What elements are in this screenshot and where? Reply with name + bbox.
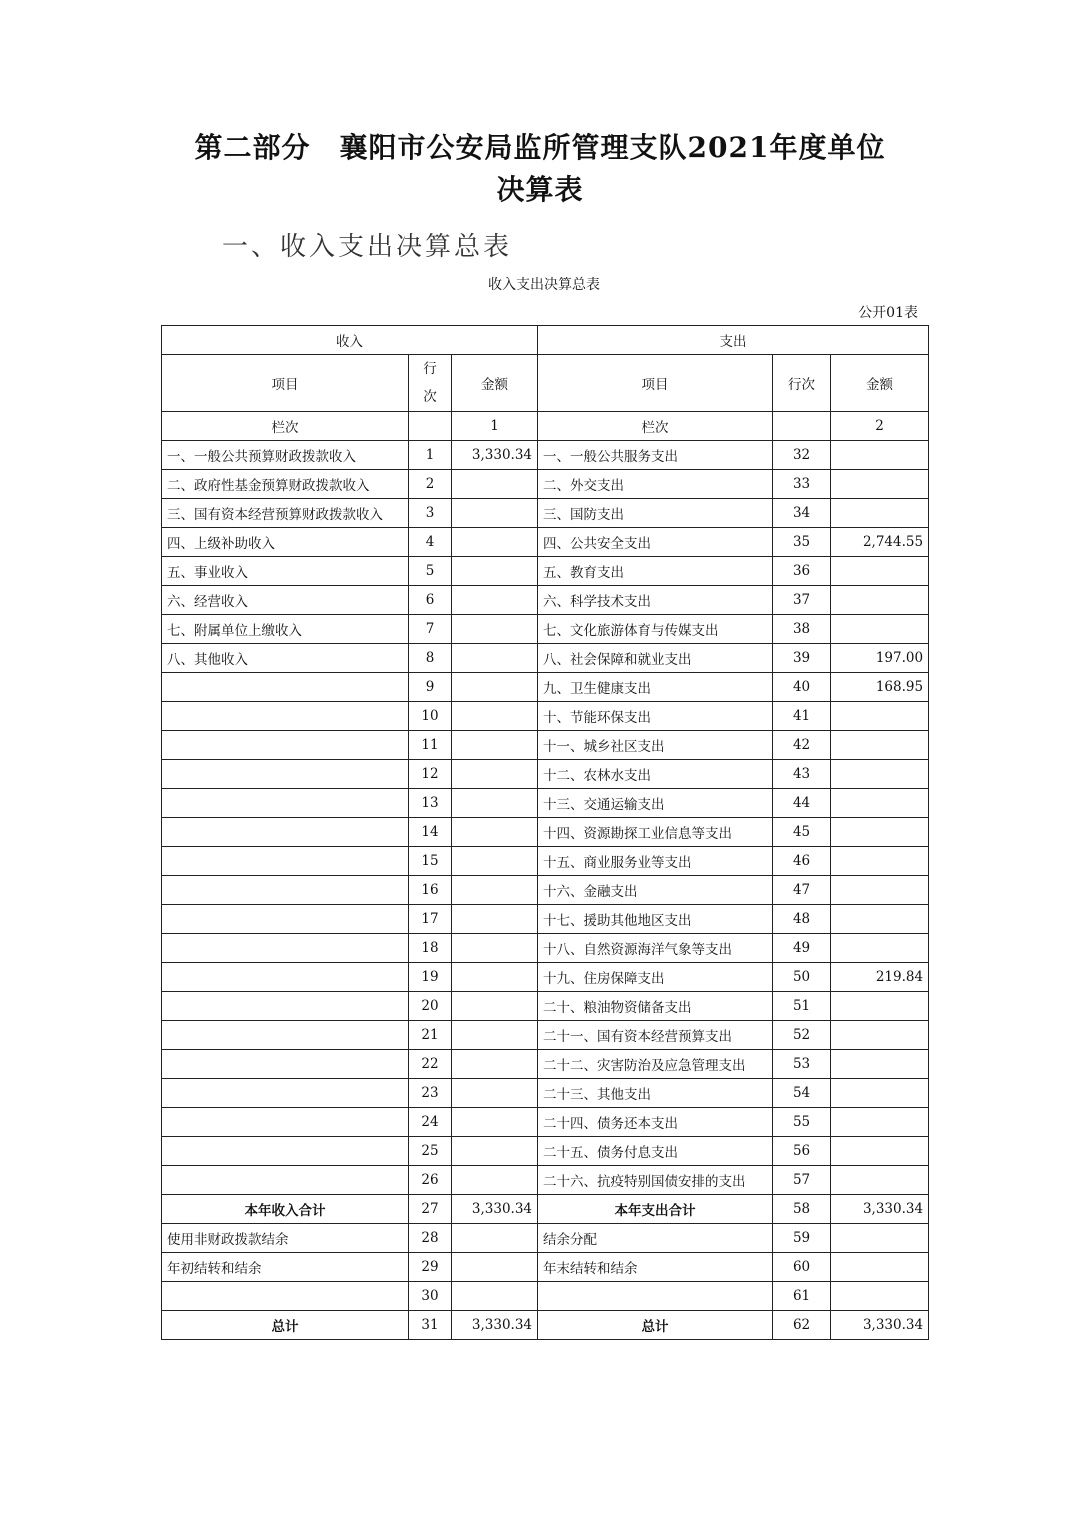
income-item-cell bbox=[162, 1282, 409, 1311]
income-line-cell: 27 bbox=[409, 1195, 452, 1224]
income-line-cell: 22 bbox=[409, 1050, 452, 1079]
table-row bbox=[162, 963, 929, 992]
section-heading: 一、收入支出决算总表 bbox=[222, 232, 513, 262]
income-amount-cell bbox=[452, 731, 538, 760]
income-item-cell bbox=[162, 731, 409, 760]
income-item-cell: 七、附属单位上缴收入 bbox=[162, 615, 409, 644]
expense-amount-cell bbox=[831, 615, 929, 644]
expense-line-cell: 47 bbox=[773, 876, 831, 905]
income-amount-cell bbox=[452, 963, 538, 992]
expense-item-cell: 二、外交支出 bbox=[538, 470, 773, 499]
expense-line-cell: 59 bbox=[773, 1224, 831, 1253]
expense-item-cell: 六、科学技术支出 bbox=[538, 586, 773, 615]
table-column-header-row bbox=[162, 355, 929, 412]
expense-item-cell: 十五、商业服务业等支出 bbox=[538, 847, 773, 876]
table-row bbox=[162, 586, 929, 615]
income-line-cell: 25 bbox=[409, 1137, 452, 1166]
table-row bbox=[162, 557, 929, 586]
expense-item-cell: 二十六、抗疫特别国债安排的支出 bbox=[538, 1166, 773, 1195]
income-amount-cell bbox=[452, 992, 538, 1021]
expense-line-cell: 49 bbox=[773, 934, 831, 963]
expense-line-cell: 40 bbox=[773, 673, 831, 702]
expense-amount-cell bbox=[831, 470, 929, 499]
expense-item-cell: 七、文化旅游体育与传媒支出 bbox=[538, 615, 773, 644]
income-item-cell bbox=[162, 818, 409, 847]
expense-item-cell: 十四、资源勘探工业信息等支出 bbox=[538, 818, 773, 847]
table-row bbox=[162, 818, 929, 847]
income-amount-column-header: 金额 bbox=[452, 355, 538, 412]
income-item-column-header: 项目 bbox=[162, 355, 409, 412]
income-amount-cell bbox=[452, 789, 538, 818]
income-line-cell: 3 bbox=[409, 499, 452, 528]
expense-line-cell: 46 bbox=[773, 847, 831, 876]
expense-amount-cell bbox=[831, 586, 929, 615]
expense-amount-cell: 2,744.55 bbox=[831, 528, 929, 557]
expense-line-cell: 56 bbox=[773, 1137, 831, 1166]
expense-item-cell: 二十三、其他支出 bbox=[538, 1079, 773, 1108]
expense-amount-cell bbox=[831, 1166, 929, 1195]
expense-line-cell: 45 bbox=[773, 818, 831, 847]
income-line-cell: 31 bbox=[409, 1311, 452, 1340]
table-row bbox=[162, 1195, 929, 1224]
table-code: 公开01表 bbox=[858, 305, 918, 321]
income-amount-cell bbox=[452, 702, 538, 731]
table-row bbox=[162, 1137, 929, 1166]
expense-item-cell: 二十、粮油物资储备支出 bbox=[538, 992, 773, 1021]
expense-amount-cell bbox=[831, 1137, 929, 1166]
table-section-header-row bbox=[162, 326, 929, 355]
expense-item-cell: 五、教育支出 bbox=[538, 557, 773, 586]
expense-amount-cell bbox=[831, 499, 929, 528]
income-line-cell: 17 bbox=[409, 905, 452, 934]
expense-item-cell: 十七、援助其他地区支出 bbox=[538, 905, 773, 934]
income-item-cell: 五、事业收入 bbox=[162, 557, 409, 586]
income-amount-cell bbox=[452, 499, 538, 528]
expense-line-cell: 61 bbox=[773, 1282, 831, 1311]
income-line-cell: 15 bbox=[409, 847, 452, 876]
income-amount-cell bbox=[452, 905, 538, 934]
expense-item-cell: 二十四、债务还本支出 bbox=[538, 1108, 773, 1137]
income-item-cell bbox=[162, 1108, 409, 1137]
income-item-cell: 三、国有资本经营预算财政拨款收入 bbox=[162, 499, 409, 528]
expense-amount-cell bbox=[831, 1253, 929, 1282]
expense-amount-cell bbox=[831, 1224, 929, 1253]
expense-item-cell: 八、社会保障和就业支出 bbox=[538, 644, 773, 673]
income-amount-cell bbox=[452, 557, 538, 586]
income-line-cell: 19 bbox=[409, 963, 452, 992]
income-line-cell: 11 bbox=[409, 731, 452, 760]
income-amount-cell: 3,330.34 bbox=[452, 441, 538, 470]
table-row bbox=[162, 934, 929, 963]
expense-amount-cell bbox=[831, 731, 929, 760]
income-line-cell: 2 bbox=[409, 470, 452, 499]
income-item-cell bbox=[162, 1079, 409, 1108]
expense-amount-cell bbox=[831, 934, 929, 963]
income-item-cell bbox=[162, 963, 409, 992]
income-line-cell: 28 bbox=[409, 1224, 452, 1253]
expense-line-cell: 33 bbox=[773, 470, 831, 499]
expense-amount-cell bbox=[831, 1079, 929, 1108]
income-line-header-part-2: 次 bbox=[423, 389, 437, 405]
income-item-cell: 一、一般公共预算财政拨款收入 bbox=[162, 441, 409, 470]
income-item-cell: 使用非财政拨款结余 bbox=[162, 1224, 409, 1253]
table-row bbox=[162, 876, 929, 905]
income-amount-cell bbox=[452, 1079, 538, 1108]
expense-line-cell: 36 bbox=[773, 557, 831, 586]
expense-item-cell: 十、节能环保支出 bbox=[538, 702, 773, 731]
income-item-cell: 本年收入合计 bbox=[162, 1195, 409, 1224]
income-line-cell: 20 bbox=[409, 992, 452, 1021]
table-row bbox=[162, 1021, 929, 1050]
expense-amount-cell bbox=[831, 1108, 929, 1137]
page-title bbox=[150, 127, 930, 211]
expense-line-cell: 55 bbox=[773, 1108, 831, 1137]
expense-index-number: 2 bbox=[831, 412, 929, 441]
income-amount-cell bbox=[452, 1108, 538, 1137]
table-row bbox=[162, 905, 929, 934]
expense-line-cell: 41 bbox=[773, 702, 831, 731]
income-line-column-header bbox=[409, 355, 452, 412]
table-row bbox=[162, 1108, 929, 1137]
table-row bbox=[162, 470, 929, 499]
income-line-cell: 21 bbox=[409, 1021, 452, 1050]
income-amount-cell bbox=[452, 673, 538, 702]
income-line-cell: 14 bbox=[409, 818, 452, 847]
expense-line-column-header: 行次 bbox=[773, 355, 831, 412]
income-amount-cell bbox=[452, 528, 538, 557]
income-item-cell: 年初结转和结余 bbox=[162, 1253, 409, 1282]
expense-amount-cell: 197.00 bbox=[831, 644, 929, 673]
page-title-line-2: 决算表 bbox=[496, 173, 584, 206]
expense-item-cell: 年末结转和结余 bbox=[538, 1253, 773, 1282]
table-row bbox=[162, 673, 929, 702]
page-title-line-1: 第二部分 襄阳市公安局监所管理支队2021年度单位 bbox=[194, 131, 886, 164]
expense-item-column-header: 项目 bbox=[538, 355, 773, 412]
table-row bbox=[162, 1224, 929, 1253]
expense-amount-cell bbox=[831, 441, 929, 470]
expense-amount-cell bbox=[831, 1021, 929, 1050]
expense-item-cell: 总计 bbox=[538, 1311, 773, 1340]
expense-amount-cell bbox=[831, 760, 929, 789]
income-item-cell bbox=[162, 1021, 409, 1050]
expense-line-cell: 34 bbox=[773, 499, 831, 528]
expense-index-line-cell bbox=[773, 412, 831, 441]
expense-item-cell: 十九、住房保障支出 bbox=[538, 963, 773, 992]
income-item-cell bbox=[162, 876, 409, 905]
income-line-cell: 26 bbox=[409, 1166, 452, 1195]
income-amount-cell bbox=[452, 615, 538, 644]
table-row bbox=[162, 615, 929, 644]
income-amount-cell: 3,330.34 bbox=[452, 1311, 538, 1340]
expense-item-cell: 十一、城乡社区支出 bbox=[538, 731, 773, 760]
expense-line-cell: 37 bbox=[773, 586, 831, 615]
table-row bbox=[162, 1050, 929, 1079]
table-row bbox=[162, 528, 929, 557]
expense-item-cell: 二十二、灾害防治及应急管理支出 bbox=[538, 1050, 773, 1079]
expense-header: 支出 bbox=[538, 326, 929, 355]
expense-item-cell: 二十一、国有资本经营预算支出 bbox=[538, 1021, 773, 1050]
expense-line-cell: 60 bbox=[773, 1253, 831, 1282]
income-item-cell bbox=[162, 760, 409, 789]
expense-line-cell: 51 bbox=[773, 992, 831, 1021]
income-amount-cell bbox=[452, 934, 538, 963]
income-item-cell bbox=[162, 934, 409, 963]
income-line-cell: 29 bbox=[409, 1253, 452, 1282]
income-amount-cell bbox=[452, 818, 538, 847]
income-line-cell: 16 bbox=[409, 876, 452, 905]
income-index-number: 1 bbox=[452, 412, 538, 441]
income-line-cell: 24 bbox=[409, 1108, 452, 1137]
expense-amount-cell bbox=[831, 905, 929, 934]
expense-amount-cell: 3,330.34 bbox=[831, 1195, 929, 1224]
expense-index-label: 栏次 bbox=[538, 412, 773, 441]
table-row bbox=[162, 499, 929, 528]
income-amount-cell bbox=[452, 470, 538, 499]
income-line-cell: 9 bbox=[409, 673, 452, 702]
income-line-cell: 10 bbox=[409, 702, 452, 731]
expense-line-cell: 32 bbox=[773, 441, 831, 470]
table-row bbox=[162, 441, 929, 470]
expense-line-cell: 54 bbox=[773, 1079, 831, 1108]
income-amount-cell bbox=[452, 847, 538, 876]
income-item-cell bbox=[162, 1050, 409, 1079]
expense-item-cell: 十八、自然资源海洋气象等支出 bbox=[538, 934, 773, 963]
income-amount-cell bbox=[452, 760, 538, 789]
expense-item-cell: 十二、农林水支出 bbox=[538, 760, 773, 789]
table-caption: 收入支出决算总表 bbox=[488, 277, 600, 293]
income-item-cell: 二、政府性基金预算财政拨款收入 bbox=[162, 470, 409, 499]
table-row bbox=[162, 1253, 929, 1282]
expense-item-cell: 三、国防支出 bbox=[538, 499, 773, 528]
expense-item-cell: 二十五、债务付息支出 bbox=[538, 1137, 773, 1166]
expense-amount-cell bbox=[831, 789, 929, 818]
income-item-cell: 六、经营收入 bbox=[162, 586, 409, 615]
table-row bbox=[162, 731, 929, 760]
expense-item-cell: 九、卫生健康支出 bbox=[538, 673, 773, 702]
income-item-cell bbox=[162, 1166, 409, 1195]
expense-amount-cell bbox=[831, 992, 929, 1021]
income-amount-cell: 3,330.34 bbox=[452, 1195, 538, 1224]
table-row bbox=[162, 789, 929, 818]
income-amount-cell bbox=[452, 1137, 538, 1166]
expense-amount-cell: 168.95 bbox=[831, 673, 929, 702]
table-row bbox=[162, 644, 929, 673]
expense-line-cell: 50 bbox=[773, 963, 831, 992]
income-amount-cell bbox=[452, 1166, 538, 1195]
expense-item-cell: 结余分配 bbox=[538, 1224, 773, 1253]
expense-line-cell: 42 bbox=[773, 731, 831, 760]
expense-item-cell: 十六、金融支出 bbox=[538, 876, 773, 905]
expense-line-cell: 39 bbox=[773, 644, 831, 673]
expense-item-cell: 本年支出合计 bbox=[538, 1195, 773, 1224]
table-row bbox=[162, 760, 929, 789]
expense-amount-cell: 3,330.34 bbox=[831, 1311, 929, 1340]
table-row bbox=[162, 1079, 929, 1108]
income-item-cell bbox=[162, 905, 409, 934]
income-amount-cell bbox=[452, 1021, 538, 1050]
expense-line-cell: 38 bbox=[773, 615, 831, 644]
income-item-cell bbox=[162, 673, 409, 702]
expense-line-cell: 57 bbox=[773, 1166, 831, 1195]
income-item-cell: 四、上级补助收入 bbox=[162, 528, 409, 557]
table-row bbox=[162, 1282, 929, 1311]
table-row bbox=[162, 992, 929, 1021]
expense-amount-cell bbox=[831, 702, 929, 731]
table-row bbox=[162, 702, 929, 731]
expense-line-cell: 62 bbox=[773, 1311, 831, 1340]
income-line-cell: 5 bbox=[409, 557, 452, 586]
expense-amount-cell bbox=[831, 818, 929, 847]
expense-amount-cell bbox=[831, 847, 929, 876]
income-line-header-part-1: 行 bbox=[423, 361, 437, 377]
income-amount-cell bbox=[452, 1050, 538, 1079]
expense-amount-cell bbox=[831, 1282, 929, 1311]
income-line-cell: 4 bbox=[409, 528, 452, 557]
expense-item-cell: 四、公共安全支出 bbox=[538, 528, 773, 557]
income-amount-cell bbox=[452, 876, 538, 905]
table-row bbox=[162, 847, 929, 876]
income-item-cell: 八、其他收入 bbox=[162, 644, 409, 673]
income-item-cell: 总计 bbox=[162, 1311, 409, 1340]
income-index-label: 栏次 bbox=[162, 412, 409, 441]
expense-line-cell: 58 bbox=[773, 1195, 831, 1224]
expense-line-cell: 44 bbox=[773, 789, 831, 818]
income-item-cell bbox=[162, 847, 409, 876]
expense-item-cell: 一、一般公共服务支出 bbox=[538, 441, 773, 470]
income-amount-cell bbox=[452, 1282, 538, 1311]
table-row bbox=[162, 1166, 929, 1195]
income-amount-cell bbox=[452, 1224, 538, 1253]
expense-amount-cell bbox=[831, 876, 929, 905]
expense-amount-cell bbox=[831, 557, 929, 586]
income-amount-cell bbox=[452, 644, 538, 673]
income-item-cell bbox=[162, 1137, 409, 1166]
income-line-cell: 1 bbox=[409, 441, 452, 470]
income-line-cell: 6 bbox=[409, 586, 452, 615]
expense-line-cell: 43 bbox=[773, 760, 831, 789]
income-line-cell: 13 bbox=[409, 789, 452, 818]
expense-item-cell bbox=[538, 1282, 773, 1311]
expense-line-cell: 35 bbox=[773, 528, 831, 557]
income-line-cell: 8 bbox=[409, 644, 452, 673]
income-expense-table bbox=[161, 325, 929, 1340]
income-header: 收入 bbox=[162, 326, 538, 355]
expense-amount-column-header: 金额 bbox=[831, 355, 929, 412]
expense-line-cell: 53 bbox=[773, 1050, 831, 1079]
income-line-cell: 18 bbox=[409, 934, 452, 963]
income-index-line-cell bbox=[409, 412, 452, 441]
expense-amount-cell: 219.84 bbox=[831, 963, 929, 992]
expense-item-cell: 十三、交通运输支出 bbox=[538, 789, 773, 818]
expense-line-cell: 48 bbox=[773, 905, 831, 934]
income-item-cell bbox=[162, 789, 409, 818]
table-row bbox=[162, 1311, 929, 1340]
income-item-cell bbox=[162, 702, 409, 731]
income-item-cell bbox=[162, 992, 409, 1021]
income-line-cell: 12 bbox=[409, 760, 452, 789]
income-amount-cell bbox=[452, 586, 538, 615]
expense-amount-cell bbox=[831, 1050, 929, 1079]
income-amount-cell bbox=[452, 1253, 538, 1282]
expense-line-cell: 52 bbox=[773, 1021, 831, 1050]
income-line-cell: 23 bbox=[409, 1079, 452, 1108]
income-line-cell: 7 bbox=[409, 615, 452, 644]
income-line-cell: 30 bbox=[409, 1282, 452, 1311]
column-index-row bbox=[162, 412, 929, 441]
